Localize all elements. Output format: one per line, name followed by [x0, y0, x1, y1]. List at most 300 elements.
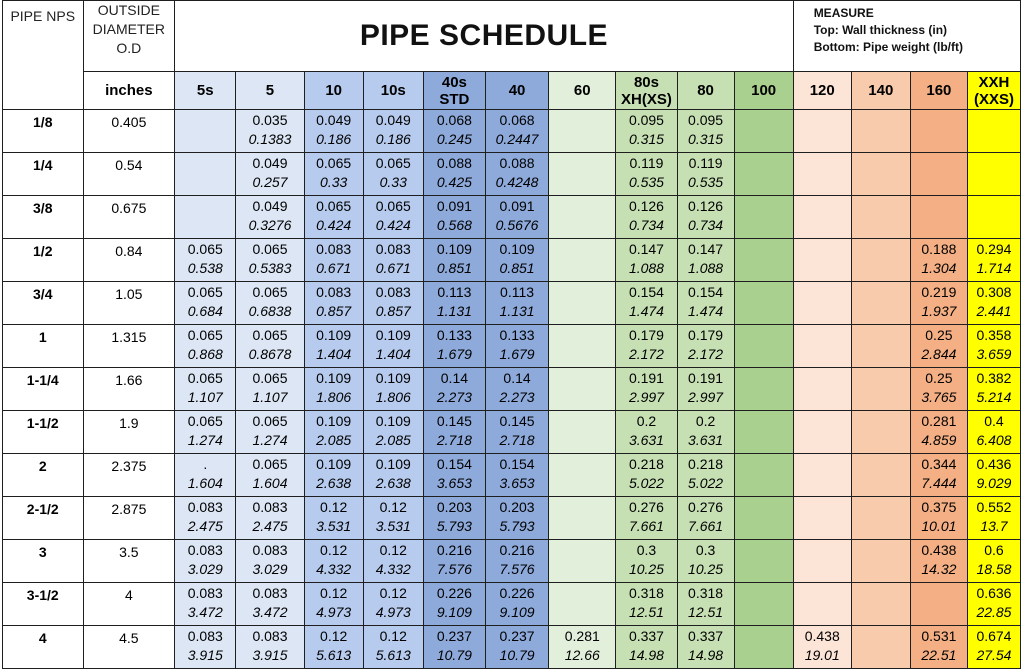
- schedule-value-cell: [851, 196, 910, 239]
- wall-thickness-value: 0.065: [187, 284, 223, 300]
- wall-thickness-value: 0.14: [440, 370, 469, 386]
- schedule-value-cell: [363, 368, 423, 411]
- wall-thickness-value: 0.083: [252, 628, 288, 644]
- schedule-value-cell: [423, 153, 485, 196]
- pipe-weight-value: 1.679: [436, 346, 472, 362]
- wall-thickness-value: 0.083: [187, 628, 223, 644]
- pipe-weight-value: 2.638: [316, 475, 352, 491]
- pipe-weight-value: 0.315: [628, 131, 664, 147]
- schedule-value-cell: [677, 540, 734, 583]
- schedule-value-cell: [236, 282, 304, 325]
- schedule-value-cell: [967, 497, 1020, 540]
- outside-diameter-cell: 0.405: [83, 110, 175, 153]
- schedule-value-cell: [677, 153, 734, 196]
- wall-thickness-value: 0.294: [976, 241, 1012, 257]
- wall-thickness-value: 0.126: [688, 198, 724, 214]
- pipe-weight-value: 0.671: [316, 260, 352, 276]
- pipe-weight-value: 0.734: [628, 217, 664, 233]
- pipe-weight-value: 5.793: [499, 518, 535, 534]
- pipe-weight-value: 2.085: [375, 432, 411, 448]
- schedule-value-cell: [549, 626, 616, 669]
- schedule-value-cell: [485, 110, 548, 153]
- wall-thickness-value: 0.191: [628, 370, 664, 386]
- pipe-weight-value: 1.107: [252, 389, 288, 405]
- schedule-value-cell: [616, 454, 677, 497]
- schedule-value-cell: [616, 368, 677, 411]
- schedule-value-cell: [175, 540, 236, 583]
- pipe-weight-value: 6.408: [976, 432, 1012, 448]
- schedule-value-cell: [363, 196, 423, 239]
- pipe-weight-value: 10.25: [628, 561, 664, 577]
- schedule-value-cell: [304, 626, 363, 669]
- schedule-value-cell: [363, 110, 423, 153]
- pipe-weight-value: 3.653: [499, 475, 535, 491]
- pipe-weight-value: 2.475: [252, 518, 288, 534]
- pipe-weight-value: 3.915: [252, 647, 288, 663]
- schedule-value-cell: [363, 540, 423, 583]
- schedule-value-cell: [549, 583, 616, 626]
- schedule-value-cell: [677, 196, 734, 239]
- wall-thickness-value: 0.088: [499, 155, 535, 171]
- schedule-value-cell: [677, 282, 734, 325]
- pipe-weight-value: 2.638: [375, 475, 411, 491]
- wall-thickness-value: 0.4: [984, 413, 1004, 429]
- pipe-weight-value: 7.444: [921, 475, 957, 491]
- wall-thickness-value: 0.12: [379, 542, 407, 558]
- schedule-value-cell: [734, 454, 793, 497]
- schedule-value-cell: [793, 368, 851, 411]
- schedule-value-cell: [910, 239, 967, 282]
- wall-thickness-value: 0.12: [379, 628, 407, 644]
- schedule-value-cell: [363, 282, 423, 325]
- outside-diameter-cell: 1.9: [83, 411, 175, 454]
- pipe-weight-value: 9.109: [499, 604, 535, 620]
- wall-thickness-value: 0.191: [688, 370, 724, 386]
- schedule-value-cell: [734, 196, 793, 239]
- pipe-weight-value: 7.576: [436, 561, 472, 577]
- schedule-value-cell: [423, 325, 485, 368]
- pipe-weight-value: 0.851: [436, 260, 472, 276]
- pipe-weight-value: 19.01: [804, 647, 840, 663]
- wall-thickness-value: 0.109: [316, 456, 352, 472]
- wall-thickness-value: 0.12: [379, 585, 407, 601]
- pipe-weight-value: 4.973: [375, 604, 411, 620]
- wall-thickness-value: 0.237: [436, 628, 472, 644]
- schedule-value-cell: [616, 325, 677, 368]
- pipe-nps-cell: 2-1/2: [3, 497, 84, 540]
- schedule-value-cell: [304, 153, 363, 196]
- wall-thickness-value: 0.154: [688, 284, 724, 300]
- schedule-value-cell: [910, 110, 967, 153]
- schedule-value-cell: [616, 626, 677, 669]
- wall-thickness-value: 0.109: [316, 370, 352, 386]
- schedule-value-cell: [236, 153, 304, 196]
- pipe-weight-value: 12.51: [628, 604, 664, 620]
- schedule-header-100: 100: [734, 72, 793, 110]
- pipe-weight-value: 5.022: [628, 475, 664, 491]
- schedule-value-cell: [236, 368, 304, 411]
- wall-thickness-value: 0.091: [499, 198, 535, 214]
- outside-diameter-cell: 0.54: [83, 153, 175, 196]
- schedule-value-cell: [793, 239, 851, 282]
- schedule-value-cell: [549, 196, 616, 239]
- schedule-value-cell: [423, 196, 485, 239]
- pipe-weight-value: 0.186: [316, 131, 352, 147]
- wall-thickness-value: 0.065: [252, 327, 288, 343]
- outside-diameter-cell: 2.375: [83, 454, 175, 497]
- table-row: [3, 540, 1021, 583]
- schedule-value-cell: [175, 454, 236, 497]
- pipe-weight-value: 2.718: [499, 432, 535, 448]
- wall-thickness-value: 0.281: [564, 628, 600, 644]
- schedule-value-cell: [967, 110, 1020, 153]
- pipe-weight-value: 0.857: [316, 303, 352, 319]
- wall-thickness-value: 0.6: [984, 542, 1004, 558]
- wall-thickness-value: 0.12: [320, 542, 348, 558]
- pipe-weight-value: 1.274: [252, 432, 288, 448]
- pipe-weight-value: 3.765: [921, 389, 957, 405]
- schedule-value-cell: [734, 110, 793, 153]
- wall-thickness-value: 0.358: [976, 327, 1012, 343]
- schedule-value-cell: [549, 540, 616, 583]
- pipe-nps-cell: 1: [3, 325, 84, 368]
- wall-thickness-value: 0.065: [187, 413, 223, 429]
- pipe-weight-value: 10.25: [688, 561, 724, 577]
- wall-thickness-value: 0.318: [628, 585, 664, 601]
- schedule-value-cell: [616, 282, 677, 325]
- table-row: [3, 626, 1021, 669]
- schedule-value-cell: [910, 626, 967, 669]
- pipe-weight-value: 3.472: [187, 604, 223, 620]
- pipe-weight-value: 1.404: [316, 346, 352, 362]
- table-row: [3, 110, 1021, 153]
- wall-thickness-value: 0.219: [921, 284, 957, 300]
- pipe-weight-value: 1.274: [187, 432, 223, 448]
- wall-thickness-value: 0.065: [252, 241, 288, 257]
- wall-thickness-value: 0.237: [499, 628, 535, 644]
- schedule-value-cell: [967, 454, 1020, 497]
- wall-thickness-value: 0.109: [316, 413, 352, 429]
- pipe-weight-value: 0.851: [499, 260, 535, 276]
- wall-thickness-value: 0.226: [436, 585, 472, 601]
- schedule-value-cell: [910, 497, 967, 540]
- wall-thickness-value: 0.337: [628, 628, 664, 644]
- schedule-value-cell: [236, 626, 304, 669]
- pipe-weight-value: 0.1383: [248, 131, 292, 147]
- pipe-weight-value: 1.474: [688, 303, 724, 319]
- wall-thickness-value: 0.119: [688, 155, 723, 171]
- pipe-nps-cell: 1/2: [3, 239, 84, 282]
- schedule-value-cell: [734, 282, 793, 325]
- pipe-weight-value: 7.576: [499, 561, 535, 577]
- pipe-weight-value: 7.661: [688, 518, 724, 534]
- wall-thickness-value: 0.133: [436, 327, 472, 343]
- schedule-value-cell: [851, 153, 910, 196]
- pipe-weight-value: 4.332: [316, 561, 352, 577]
- pipe-weight-value: 3.029: [187, 561, 223, 577]
- pipe-weight-value: 0.535: [688, 174, 724, 190]
- pipe-weight-value: 0.3276: [248, 217, 292, 233]
- schedule-value-cell: [363, 583, 423, 626]
- outside-diameter-cell: 1.315: [83, 325, 175, 368]
- schedule-value-cell: [423, 368, 485, 411]
- schedule-value-cell: [485, 368, 548, 411]
- pipe-weight-value: 1.679: [499, 346, 535, 362]
- schedule-value-cell: [363, 626, 423, 669]
- wall-thickness-value: 0.068: [499, 112, 535, 128]
- schedule-value-cell: [423, 540, 485, 583]
- wall-thickness-value: 0.113: [437, 284, 472, 300]
- schedule-value-cell: [851, 497, 910, 540]
- schedule-value-cell: [485, 325, 548, 368]
- schedule-value-cell: [910, 153, 967, 196]
- table-row: [3, 282, 1021, 325]
- schedule-value-cell: [910, 540, 967, 583]
- wall-thickness-value: .: [203, 456, 208, 472]
- wall-thickness-value: 0.109: [375, 456, 411, 472]
- wall-thickness-value: 0.083: [187, 585, 223, 601]
- wall-thickness-value: 0.109: [375, 413, 411, 429]
- schedule-value-cell: [910, 196, 967, 239]
- pipe-weight-value: 5.613: [375, 647, 411, 663]
- wall-thickness-value: 0.049: [316, 112, 352, 128]
- schedule-value-cell: [734, 368, 793, 411]
- schedule-value-cell: [175, 325, 236, 368]
- schedule-value-cell: [851, 411, 910, 454]
- wall-thickness-value: 0.065: [316, 155, 352, 171]
- schedule-value-cell: [304, 411, 363, 454]
- pipe-weight-value: 3.631: [628, 432, 664, 448]
- wall-thickness-value: 0.065: [252, 456, 288, 472]
- schedule-value-cell: [734, 153, 793, 196]
- schedule-header-40: 40: [485, 72, 548, 110]
- schedule-value-cell: [423, 282, 485, 325]
- pipe-weight-value: 4.973: [316, 604, 352, 620]
- wall-thickness-value: 0.049: [252, 198, 288, 214]
- outside-diameter-cell: 1.66: [83, 368, 175, 411]
- schedule-value-cell: [677, 110, 734, 153]
- pipe-weight-value: 0.868: [187, 346, 223, 362]
- pipe-weight-value: 5.613: [316, 647, 352, 663]
- schedule-value-cell: [485, 282, 548, 325]
- schedule-value-cell: [236, 497, 304, 540]
- pipe-weight-value: 0.535: [628, 174, 664, 190]
- schedule-value-cell: [423, 626, 485, 669]
- wall-thickness-value: 0.065: [187, 370, 223, 386]
- schedule-value-cell: [734, 626, 793, 669]
- pipe-weight-value: 5.214: [976, 389, 1012, 405]
- wall-thickness-value: 0.109: [499, 241, 535, 257]
- wall-thickness-value: 0.049: [375, 112, 411, 128]
- wall-thickness-value: 0.065: [316, 198, 352, 214]
- wall-thickness-value: 0.154: [436, 456, 472, 472]
- pipe-weight-value: 0.257: [252, 174, 288, 190]
- pipe-weight-value: 22.51: [921, 647, 957, 663]
- pipe-nps-cell: 3: [3, 540, 84, 583]
- wall-thickness-value: 0.674: [976, 628, 1012, 644]
- pipe-weight-value: 0.5676: [495, 217, 539, 233]
- pipe-weight-value: 1.088: [628, 260, 664, 276]
- pipe-schedule-table: [2, 0, 1021, 669]
- schedule-value-cell: [549, 153, 616, 196]
- wall-thickness-value: 0.109: [375, 370, 411, 386]
- schedule-header-160: 160: [910, 72, 967, 110]
- schedule-value-cell: [304, 540, 363, 583]
- pipe-weight-value: 0.2447: [495, 131, 539, 147]
- wall-thickness-value: 0.083: [375, 241, 411, 257]
- pipe-weight-value: 0.671: [375, 260, 411, 276]
- schedule-value-cell: [485, 540, 548, 583]
- schedule-value-cell: [304, 583, 363, 626]
- pipe-weight-value: 3.472: [252, 604, 288, 620]
- schedule-header-80s-xh: 80s XH(XS): [616, 72, 677, 110]
- pipe-weight-value: 9.109: [436, 604, 472, 620]
- schedule-value-cell: [677, 239, 734, 282]
- wall-thickness-value: 0.083: [252, 542, 288, 558]
- schedule-value-cell: [304, 368, 363, 411]
- wall-thickness-value: 0.203: [499, 499, 535, 515]
- schedule-value-cell: [236, 454, 304, 497]
- schedule-value-cell: [485, 454, 548, 497]
- pipe-nps-cell: 3/4: [3, 282, 84, 325]
- pipe-nps-cell: 3-1/2: [3, 583, 84, 626]
- wall-thickness-value: 0.12: [320, 628, 348, 644]
- schedule-value-cell: [851, 368, 910, 411]
- pipe-weight-value: 2.844: [921, 346, 957, 362]
- schedule-value-cell: [910, 583, 967, 626]
- wall-thickness-value: 0.12: [320, 585, 348, 601]
- wall-thickness-value: 0.337: [688, 628, 724, 644]
- pipe-weight-value: 1.474: [628, 303, 664, 319]
- wall-thickness-value: 0.2: [695, 413, 716, 429]
- schedule-value-cell: [793, 540, 851, 583]
- pipe-weight-value: 3.915: [187, 647, 223, 663]
- outside-diameter-cell: 2.875: [83, 497, 175, 540]
- schedule-value-cell: [304, 282, 363, 325]
- outside-diameter-cell: 4.5: [83, 626, 175, 669]
- schedule-value-cell: [485, 583, 548, 626]
- schedule-value-cell: [910, 411, 967, 454]
- pipe-weight-value: 1.806: [316, 389, 352, 405]
- page-title: PIPE SCHEDULE: [175, 1, 793, 72]
- pipe-weight-value: 3.659: [976, 346, 1012, 362]
- schedule-value-cell: [616, 239, 677, 282]
- pipe-weight-value: 0.33: [379, 174, 407, 190]
- pipe-nps-cell: 1-1/4: [3, 368, 84, 411]
- schedule-value-cell: [485, 153, 548, 196]
- wall-thickness-value: 0.216: [499, 542, 535, 558]
- od-unit-header: inches: [83, 72, 175, 110]
- schedule-value-cell: [304, 454, 363, 497]
- wall-thickness-value: 0.065: [252, 370, 288, 386]
- schedule-value-cell: [175, 497, 236, 540]
- schedule-value-cell: [616, 411, 677, 454]
- schedule-value-cell: [175, 411, 236, 454]
- wall-thickness-value: 0.035: [252, 112, 288, 128]
- schedule-value-cell: [793, 153, 851, 196]
- schedule-value-cell: [363, 239, 423, 282]
- pipe-weight-value: 7.661: [628, 518, 664, 534]
- wall-thickness-value: 0.3: [695, 542, 716, 558]
- pipe-weight-value: 10.79: [499, 647, 535, 663]
- schedule-value-cell: [793, 497, 851, 540]
- table-row: [3, 411, 1021, 454]
- schedule-value-cell: [851, 282, 910, 325]
- table-row: [3, 497, 1021, 540]
- schedule-value-cell: [734, 239, 793, 282]
- wall-thickness-value: 0.049: [252, 155, 288, 171]
- wall-thickness-value: 0.083: [187, 499, 223, 515]
- pipe-weight-value: 5.022: [688, 475, 724, 491]
- wall-thickness-value: 0.2: [636, 413, 657, 429]
- pipe-weight-value: 1.714: [976, 260, 1012, 276]
- schedule-value-cell: [677, 626, 734, 669]
- wall-thickness-value: 0.068: [436, 112, 472, 128]
- pipe-weight-value: 0.734: [688, 217, 724, 233]
- pipe-weight-value: 9.029: [976, 475, 1012, 491]
- schedule-value-cell: [363, 497, 423, 540]
- schedule-header-5: 5: [236, 72, 304, 110]
- schedule-header-10s: 10s: [363, 72, 423, 110]
- pipe-weight-value: 2.441: [976, 303, 1012, 319]
- schedule-value-cell: [967, 325, 1020, 368]
- wall-thickness-value: 0.083: [252, 585, 288, 601]
- schedule-header-xxh: XXH (XXS): [967, 72, 1020, 110]
- schedule-value-cell: [236, 110, 304, 153]
- pipe-weight-value: 18.58: [976, 561, 1012, 577]
- outside-diameter-cell: 3.5: [83, 540, 175, 583]
- wall-thickness-value: 0.126: [628, 198, 664, 214]
- schedule-value-cell: [485, 196, 548, 239]
- schedule-value-cell: [304, 239, 363, 282]
- schedule-value-cell: [549, 282, 616, 325]
- schedule-value-cell: [967, 368, 1020, 411]
- schedule-value-cell: [236, 411, 304, 454]
- pipe-weight-value: 2.273: [436, 389, 472, 405]
- schedule-value-cell: [304, 110, 363, 153]
- wall-thickness-value: 0.308: [976, 284, 1012, 300]
- pipe-weight-value: 1.107: [187, 389, 223, 405]
- pipe-weight-value: 2.997: [688, 389, 724, 405]
- schedule-value-cell: [677, 368, 734, 411]
- wall-thickness-value: 0.091: [436, 198, 472, 214]
- schedule-value-cell: [851, 583, 910, 626]
- wall-thickness-value: 0.095: [628, 112, 664, 128]
- wall-thickness-value: 0.12: [320, 499, 348, 515]
- wall-thickness-value: 0.276: [688, 499, 724, 515]
- schedule-value-cell: [967, 196, 1020, 239]
- wall-thickness-value: 0.636: [976, 585, 1012, 601]
- wall-thickness-value: 0.083: [252, 499, 288, 515]
- pipe-weight-value: 22.85: [976, 604, 1012, 620]
- pipe-nps-cell: 3/8: [3, 196, 84, 239]
- pipe-weight-value: 10.01: [921, 518, 957, 534]
- schedule-value-cell: [793, 454, 851, 497]
- table-row: [3, 239, 1021, 282]
- pipe-weight-value: 0.424: [316, 217, 352, 233]
- wall-thickness-value: 0.145: [499, 413, 535, 429]
- wall-thickness-value: 0.109: [436, 241, 472, 257]
- pipe-weight-value: 1.937: [921, 303, 957, 319]
- pipe-weight-value: 2.997: [628, 389, 664, 405]
- schedule-value-cell: [236, 196, 304, 239]
- schedule-value-cell: [851, 239, 910, 282]
- wall-thickness-value: 0.276: [628, 499, 664, 515]
- pipe-weight-value: 12.66: [564, 647, 600, 663]
- schedule-value-cell: [967, 411, 1020, 454]
- wall-thickness-value: 0.318: [688, 585, 724, 601]
- schedule-header-5s: 5s: [175, 72, 236, 110]
